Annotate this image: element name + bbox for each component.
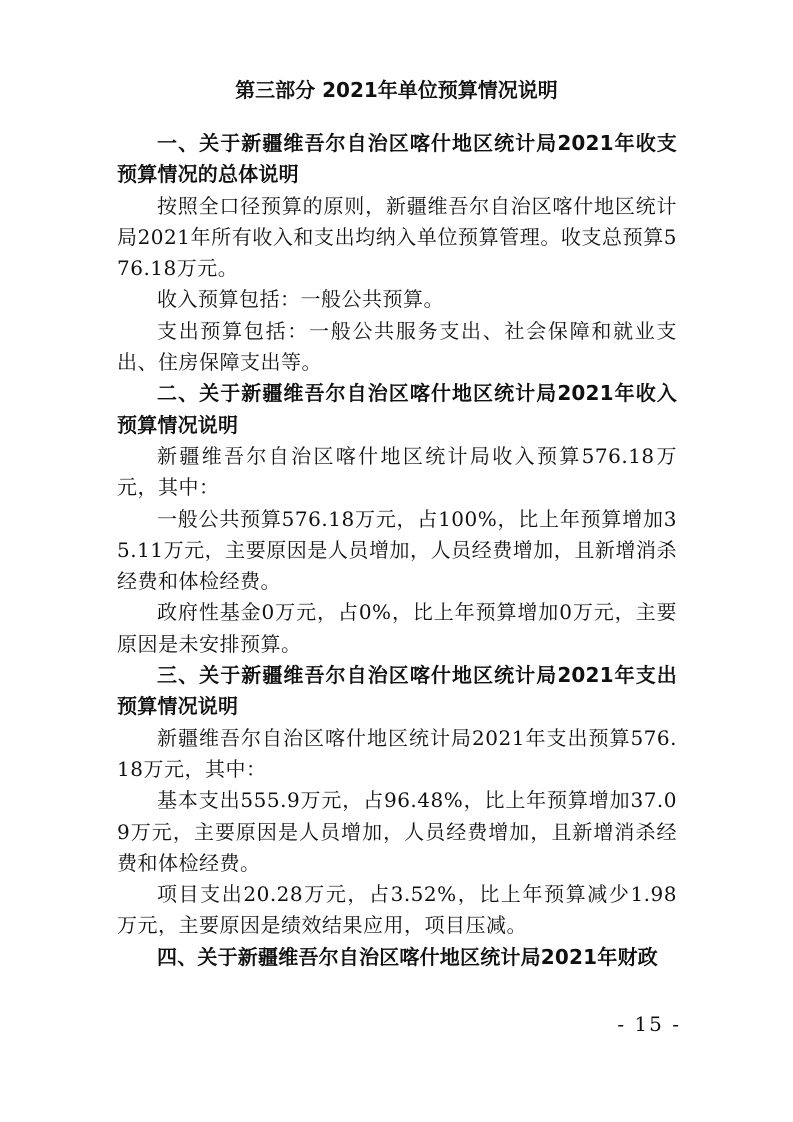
section-heading-4: 四、关于新疆维吾尔自治区喀什地区统计局2021年财政 xyxy=(157,944,658,969)
document-body xyxy=(117,128,677,973)
paragraph-general-budget: 一般公共预算576.18万元，占100%，比上年预算增加35.11万元，主要原因是人员增加，人员经费增加，且新增消杀经费和体检经费。 xyxy=(117,506,677,594)
paragraph-total-budget: 按照全口径预算的原则，新疆维吾尔自治区喀什地区统计局2021年所有收入和支出均纳入单位预算管理。收支总预算576.18万元。 xyxy=(117,193,677,281)
paragraph-income-scope: 收入预算包括：一般公共预算。 xyxy=(157,287,444,312)
section-heading-3: 三、关于新疆维吾尔自治区喀什地区统计局2021年支出预算情况说明 xyxy=(117,663,677,719)
paragraph-basic-expense: 基本支出555.9万元，占96.48%，比上年预算增加37.09万元，主要原因是人员增加，人员经费增加，且新增消杀经费和体检经费。 xyxy=(117,788,677,875)
paragraph-government-fund: 政府性基金0万元，占0%，比上年预算增加0万元，主要原因是未安排预算。 xyxy=(117,600,677,656)
section-heading-2: 二、关于新疆维吾尔自治区喀什地区统计局2021年收入预算情况说明 xyxy=(117,381,677,437)
paragraph-expense-total: 新疆维吾尔自治区喀什地区统计局2021年支出预算576.18万元，其中： xyxy=(117,725,677,781)
document-title: 第三部分 2021年单位预算情况说明 xyxy=(235,78,558,102)
paragraph-project-expense: 项目支出20.28万元，占3.52%，比上年预算减少1.98万元，主要原因是绩效结果应用，项目压减。 xyxy=(117,882,677,938)
page-number: - 15 - xyxy=(617,1012,681,1036)
paragraph-income-total: 新疆维吾尔自治区喀什地区统计局收入预算576.18万元，其中： xyxy=(117,443,677,500)
paragraph-expense-scope: 支出预算包括：一般公共服务支出、社会保障和就业支出、住房保障支出等。 xyxy=(117,318,677,375)
section-heading-1: 一、关于新疆维吾尔自治区喀什地区统计局2021年收支预算情况的总体说明 xyxy=(117,131,677,187)
